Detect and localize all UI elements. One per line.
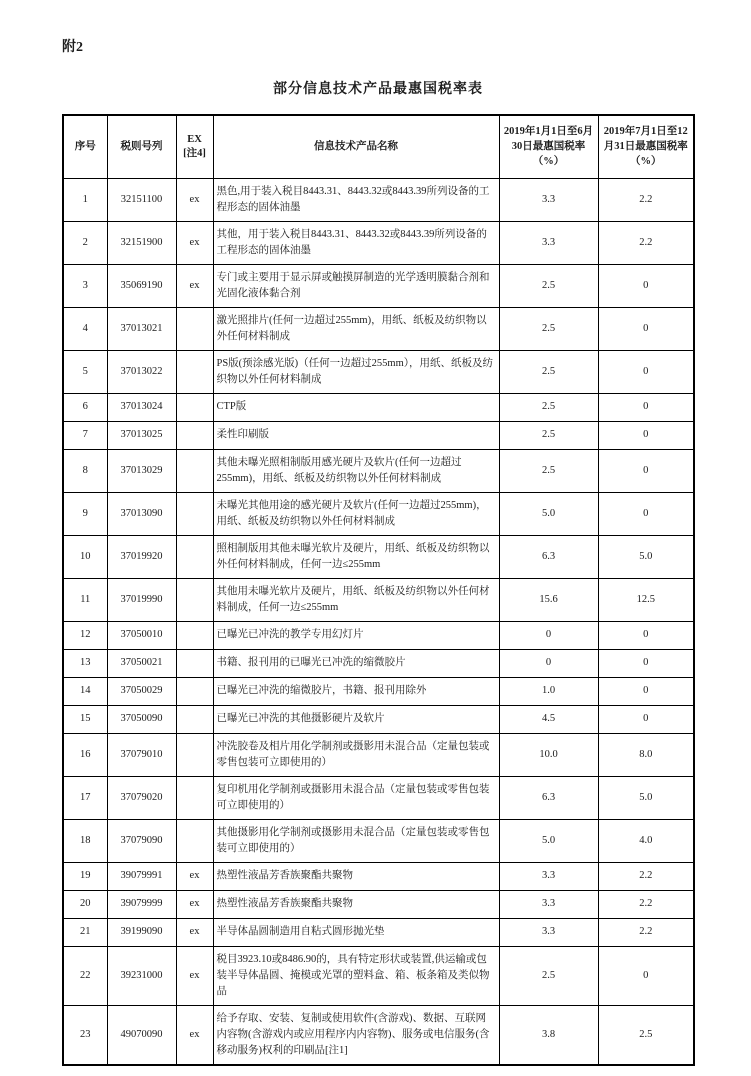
table-row (63, 733, 694, 776)
table-row (63, 621, 694, 649)
cell-ex: ex (176, 918, 213, 946)
cell-rate-second-half: 5.0 (598, 776, 694, 819)
cell-index: 13 (63, 649, 107, 677)
cell-tariff-code: 49070090 (107, 1005, 176, 1065)
cell-product-name: 黑色,用于装入税目8443.31、8443.32或8443.39所列设备的工程形态的固体油墨 (213, 178, 499, 221)
cell-tariff-code: 37079010 (107, 733, 176, 776)
cell-product-name: 书籍、报刊用的已曝光已冲洗的缩微胶片 (213, 649, 499, 677)
cell-index: 17 (63, 776, 107, 819)
cell-index: 9 (63, 492, 107, 535)
cell-rate-first-half: 0 (499, 621, 598, 649)
cell-rate-first-half: 6.3 (499, 535, 598, 578)
cell-tariff-code: 37013025 (107, 421, 176, 449)
cell-rate-second-half: 4.0 (598, 819, 694, 862)
cell-rate-second-half: 0 (598, 393, 694, 421)
header-rate-first-half: 2019年1月1日至6月30日最惠国税率（%） (499, 115, 598, 178)
cell-product-name: 其他摄影用化学制剂或摄影用未混合品（定量包装或零售包装可立即使用的） (213, 819, 499, 862)
cell-ex (176, 421, 213, 449)
cell-tariff-code: 37013024 (107, 393, 176, 421)
cell-tariff-code: 37050090 (107, 705, 176, 733)
cell-index: 20 (63, 890, 107, 918)
cell-rate-second-half: 0 (598, 492, 694, 535)
cell-rate-first-half: 5.0 (499, 492, 598, 535)
cell-rate-first-half: 10.0 (499, 733, 598, 776)
cell-index: 4 (63, 307, 107, 350)
cell-index: 22 (63, 946, 107, 1005)
cell-tariff-code: 32151100 (107, 178, 176, 221)
cell-tariff-code: 37013090 (107, 492, 176, 535)
header-ex-line1: EX (187, 133, 202, 145)
table-row (63, 946, 694, 1005)
cell-ex (176, 492, 213, 535)
cell-ex: ex (176, 862, 213, 890)
header-ex-line2: [注4] (183, 147, 206, 159)
cell-rate-second-half: 0 (598, 307, 694, 350)
cell-rate-second-half: 2.2 (598, 890, 694, 918)
cell-rate-first-half: 3.3 (499, 918, 598, 946)
cell-index: 2 (63, 221, 107, 264)
cell-product-name: 冲洗胶卷及相片用化学制剂或摄影用未混合品（定量包装或零售包装可立即使用的） (213, 733, 499, 776)
cell-index: 23 (63, 1005, 107, 1065)
cell-rate-second-half: 0 (598, 350, 694, 393)
cell-tariff-code: 37079020 (107, 776, 176, 819)
table-row (63, 393, 694, 421)
cell-rate-second-half: 0 (598, 621, 694, 649)
cell-rate-first-half: 3.3 (499, 890, 598, 918)
tariff-table (62, 114, 695, 1066)
cell-rate-first-half: 3.3 (499, 178, 598, 221)
cell-product-name: 半导体晶圆制造用自粘式圆形抛光垫 (213, 918, 499, 946)
cell-ex (176, 578, 213, 621)
cell-index: 7 (63, 421, 107, 449)
cell-rate-second-half: 0 (598, 677, 694, 705)
page-title: 部分信息技术产品最惠国税率表 (273, 82, 483, 97)
cell-ex: ex (176, 264, 213, 307)
cell-ex (176, 705, 213, 733)
cell-index: 16 (63, 733, 107, 776)
header-rate-second-half: 2019年7月1日至12月31日最惠国税率（%） (598, 115, 694, 178)
cell-rate-first-half: 5.0 (499, 819, 598, 862)
cell-rate-second-half: 2.5 (598, 1005, 694, 1065)
table-row (63, 819, 694, 862)
cell-rate-first-half: 3.8 (499, 1005, 598, 1065)
table-header-row (63, 115, 694, 178)
cell-rate-first-half: 6.3 (499, 776, 598, 819)
cell-tariff-code: 35069190 (107, 264, 176, 307)
table-row (63, 677, 694, 705)
cell-rate-first-half: 2.5 (499, 421, 598, 449)
table-row (63, 1005, 694, 1065)
table-row (63, 307, 694, 350)
cell-ex (176, 819, 213, 862)
cell-rate-second-half: 2.2 (598, 918, 694, 946)
cell-product-name: 专门或主要用于显示屏或触摸屏制造的光学透明膜黏合剂和光固化液体黏合剂 (213, 264, 499, 307)
cell-tariff-code: 37013029 (107, 449, 176, 492)
cell-ex (176, 350, 213, 393)
cell-tariff-code: 37019990 (107, 578, 176, 621)
cell-index: 5 (63, 350, 107, 393)
cell-tariff-code: 37079090 (107, 819, 176, 862)
cell-index: 1 (63, 178, 107, 221)
cell-product-name: 其他未曝光照相制版用感光硬片及软片(任何一边超过255mm)，用纸、纸板及纺织物以外任何材料制成 (213, 449, 499, 492)
cell-rate-first-half: 0 (499, 649, 598, 677)
header-tariff-code: 税则号列 (107, 115, 176, 178)
cell-rate-second-half: 2.2 (598, 221, 694, 264)
table-row (63, 776, 694, 819)
cell-ex (176, 535, 213, 578)
table-row (63, 918, 694, 946)
cell-rate-first-half: 2.5 (499, 264, 598, 307)
cell-rate-second-half: 8.0 (598, 733, 694, 776)
cell-tariff-code: 37050021 (107, 649, 176, 677)
cell-rate-first-half: 1.0 (499, 677, 598, 705)
cell-index: 8 (63, 449, 107, 492)
cell-ex: ex (176, 221, 213, 264)
table-row (63, 350, 694, 393)
cell-index: 10 (63, 535, 107, 578)
table-row (63, 862, 694, 890)
table-row (63, 578, 694, 621)
cell-rate-first-half: 2.5 (499, 350, 598, 393)
cell-ex (176, 677, 213, 705)
cell-product-name: 柔性印刷版 (213, 421, 499, 449)
cell-tariff-code: 39231000 (107, 946, 176, 1005)
attachment-label: 附2 (62, 40, 83, 55)
cell-rate-second-half: 0 (598, 449, 694, 492)
cell-product-name: 热塑性液晶芳香族聚酯共聚物 (213, 862, 499, 890)
cell-rate-second-half: 0 (598, 264, 694, 307)
cell-product-name: 其他用未曝光软片及硬片，用纸、纸板及纺织物以外任何材料制成，任何一边≤255mm (213, 578, 499, 621)
cell-ex (176, 393, 213, 421)
cell-product-name: 已曝光已冲洗的缩微胶片，书籍、报刊用除外 (213, 677, 499, 705)
cell-tariff-code: 39199090 (107, 918, 176, 946)
cell-product-name: 照相制版用其他未曝光软片及硬片，用纸、纸板及纺织物以外任何材料制成，任何一边≤255mm (213, 535, 499, 578)
cell-rate-second-half: 2.2 (598, 178, 694, 221)
cell-product-name: 复印机用化学制剂或摄影用未混合品（定量包装或零售包装可立即使用的） (213, 776, 499, 819)
table-row (63, 264, 694, 307)
cell-tariff-code: 37013022 (107, 350, 176, 393)
cell-ex (176, 621, 213, 649)
cell-rate-second-half: 12.5 (598, 578, 694, 621)
table-row (63, 705, 694, 733)
header-index: 序号 (63, 115, 107, 178)
cell-product-name: 税目3923.10或8486.90的，具有特定形状或装置,供运输或包装半导体晶圆、掩模或光罩的塑料盒、箱、板条箱及类似物品 (213, 946, 499, 1005)
cell-rate-first-half: 2.5 (499, 946, 598, 1005)
header-product-name: 信息技术产品名称 (213, 115, 499, 178)
cell-rate-first-half: 2.5 (499, 307, 598, 350)
cell-product-name: PS版(预涂感光版)（任何一边超过255mm），用纸、纸板及纺织物以外任何材料制成 (213, 350, 499, 393)
cell-rate-first-half: 3.3 (499, 221, 598, 264)
cell-rate-first-half: 2.5 (499, 393, 598, 421)
cell-index: 3 (63, 264, 107, 307)
table-row (63, 890, 694, 918)
cell-product-name: 其他，用于装入税目8443.31、8443.32或8443.39所列设备的工程形态的固体油墨 (213, 221, 499, 264)
cell-ex: ex (176, 1005, 213, 1065)
table-row (63, 535, 694, 578)
cell-rate-second-half: 0 (598, 421, 694, 449)
cell-product-name: 热塑性液晶芳香族聚酯共聚物 (213, 890, 499, 918)
cell-rate-second-half: 0 (598, 946, 694, 1005)
cell-ex (176, 307, 213, 350)
cell-ex: ex (176, 178, 213, 221)
cell-index: 6 (63, 393, 107, 421)
table-row (63, 492, 694, 535)
cell-product-name: CTP版 (213, 393, 499, 421)
cell-product-name: 未曝光其他用途的感光硬片及软片(任何一边超过255mm)，用纸、纸板及纺织物以外任何材料制成 (213, 492, 499, 535)
cell-tariff-code: 37019920 (107, 535, 176, 578)
cell-ex (176, 449, 213, 492)
cell-index: 21 (63, 918, 107, 946)
table-row (63, 421, 694, 449)
cell-product-name: 激光照排片(任何一边超过255mm)，用纸、纸板及纺织物以外任何材料制成 (213, 307, 499, 350)
cell-tariff-code: 39079991 (107, 862, 176, 890)
cell-index: 15 (63, 705, 107, 733)
cell-index: 11 (63, 578, 107, 621)
cell-index: 19 (63, 862, 107, 890)
cell-product-name: 给予存取、安装、复制或使用软件(含游戏)、数据、互联网内容物(含游戏内或应用程序内内容物)、服务或电信服务(含移动服务)权利的印刷品[注1] (213, 1005, 499, 1065)
cell-index: 14 (63, 677, 107, 705)
cell-ex: ex (176, 890, 213, 918)
cell-tariff-code: 37013021 (107, 307, 176, 350)
cell-ex: ex (176, 946, 213, 1005)
cell-rate-first-half: 15.6 (499, 578, 598, 621)
cell-tariff-code: 32151900 (107, 221, 176, 264)
header-ex (176, 115, 213, 178)
cell-product-name: 已曝光已冲洗的教学专用幻灯片 (213, 621, 499, 649)
cell-rate-first-half: 2.5 (499, 449, 598, 492)
cell-tariff-code: 37050029 (107, 677, 176, 705)
cell-index: 18 (63, 819, 107, 862)
cell-rate-second-half: 0 (598, 649, 694, 677)
table-row (63, 449, 694, 492)
table-row (63, 221, 694, 264)
cell-tariff-code: 37050010 (107, 621, 176, 649)
cell-rate-second-half: 0 (598, 705, 694, 733)
cell-index: 12 (63, 621, 107, 649)
cell-product-name: 已曝光已冲洗的其他摄影硬片及软片 (213, 705, 499, 733)
cell-rate-second-half: 5.0 (598, 535, 694, 578)
cell-rate-first-half: 4.5 (499, 705, 598, 733)
cell-rate-first-half: 3.3 (499, 862, 598, 890)
cell-ex (176, 733, 213, 776)
cell-tariff-code: 39079999 (107, 890, 176, 918)
cell-rate-second-half: 2.2 (598, 862, 694, 890)
table-row (63, 649, 694, 677)
table-row (63, 178, 694, 221)
cell-ex (176, 776, 213, 819)
cell-ex (176, 649, 213, 677)
